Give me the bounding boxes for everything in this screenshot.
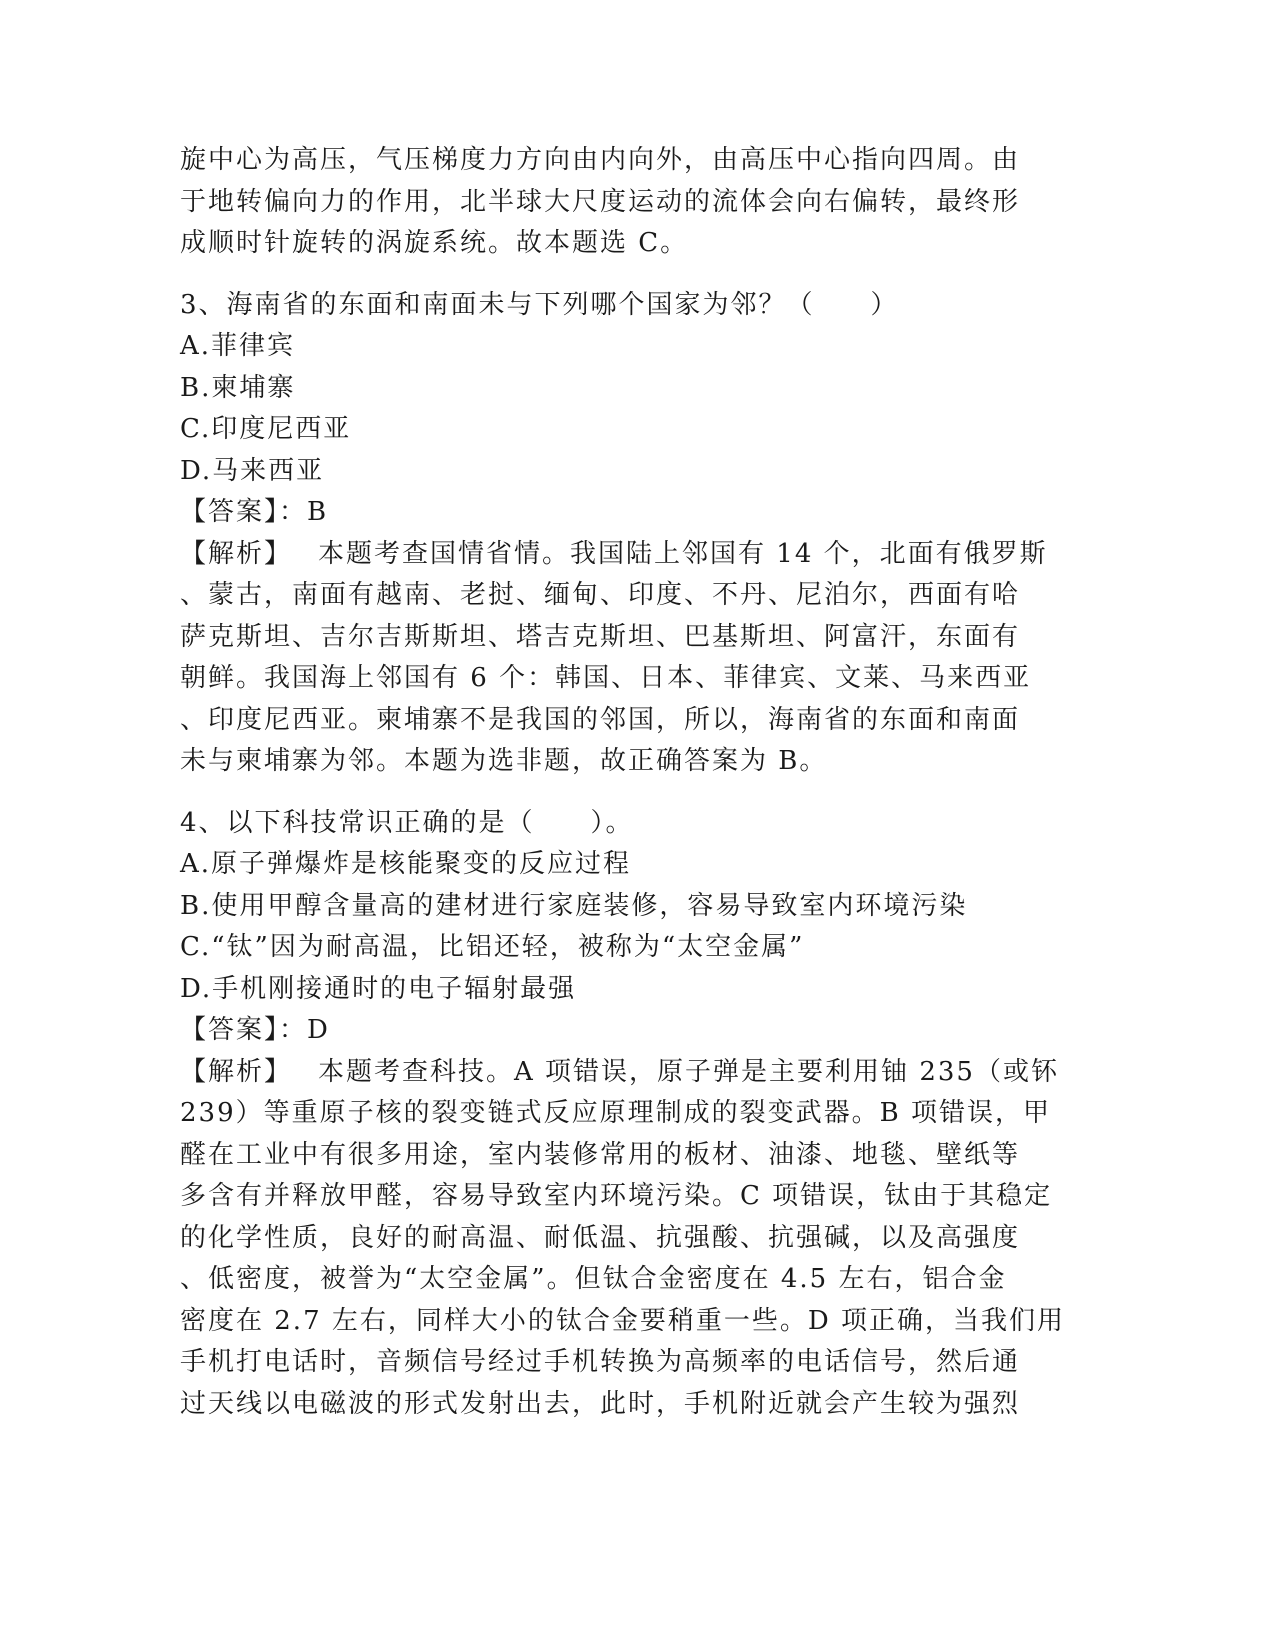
analysis-first-line [180,534,1048,576]
option-c: C.“钛”因为耐高温，比铝还轻，被称为“太空金属” [180,932,805,962]
analysis-line: 、蒙古，南面有越南、老挝、缅甸、印度、不丹、尼泊尔，西面有哈 [180,580,1021,610]
analysis-line: 多含有并释放甲醛，容易导致室内环境污染。C 项错误，钛由于其稳定 [180,1181,1053,1211]
analysis-line: 、低密度，被誉为“太空金属”。但钛合金密度在 4.5 左右，铝合金 [180,1264,1007,1294]
analysis-line: 密度在 2.7 左右，同样大小的钛合金要稍重一些。D 项正确，当我们用 [180,1305,1065,1336]
answer-value: D [307,1015,330,1045]
option-c: C.印度尼西亚 [180,414,352,444]
answer-line [180,1010,1040,1052]
question-4 [180,803,1065,1426]
analysis-text: 本题考查国情省情。我国陆上邻国有 14 个，北面有俄罗斯 [318,538,1048,569]
text-line: 成顺时针旋转的涡旋系统。故本题选 C。 [180,228,689,258]
continuation-text [180,140,1040,265]
text-line: 于地转偏向力的作用，北半球大尺度运动的流体会向右偏转，最终形 [180,186,1021,217]
analysis-line: 手机打电话时，音频信号经过手机转换为高频率的电话信号，然后通 [180,1347,1021,1377]
analysis-line: 的化学性质，良好的耐高温、耐低温、抗强酸、抗强碱，以及高强度 [180,1222,1021,1253]
answer-line [180,492,1040,534]
question-text: 4、以下科技常识正确的是（ ）。 [180,807,634,838]
document-page [180,140,1065,1425]
analysis-line: 萨克斯坦、吉尔吉斯斯坦、塔吉克斯坦、巴基斯坦、阿富汗，东面有 [180,621,1021,652]
answer-value: B [307,497,329,527]
option-d: D.马来西亚 [180,455,325,486]
analysis-line: 、印度尼西亚。柬埔寨不是我国的邻国，所以，海南省的东面和南面 [180,704,1021,735]
option-a: A.菲律宾 [180,331,296,361]
analysis-line: 朝鲜。我国海上邻国有 6 个：韩国、日本、菲律宾、文莱、马来西亚 [180,663,1032,693]
analysis-label: 【解析】 [180,1056,293,1087]
analysis-line: 未与柬埔寨为邻。本题为选非题，故正确答案为 B。 [180,746,828,776]
question-3 [180,285,1048,783]
analysis-line: 过天线以电磁波的形式发射出去，此时，手机附近就会产生较为强烈 [180,1388,1021,1419]
question-text: 3、海南省的东面和南面未与下列哪个国家为邻？（ ） [180,289,899,320]
option-b: B.使用甲醇含量高的建材进行家庭装修，容易导致室内环境污染 [180,890,968,921]
text-line: 旋中心为高压，气压梯度力方向由内向外，由高压中心指向四周。由 [180,145,1021,175]
answer-label: 【答案】： [180,1015,308,1045]
analysis-text: 本题考查科技。A 项错误，原子弹是主要利用铀 235（或钚 [318,1056,1059,1087]
option-b: B.柬埔寨 [180,372,296,403]
option-a: A.原子弹爆炸是核能聚变的反应过程 [180,849,632,879]
answer-label: 【答案】： [180,497,308,527]
analysis-line: 239）等重原子核的裂变链式反应原理制成的裂变武器。B 项错误，甲 [180,1098,1051,1128]
analysis-first-line [180,1052,1059,1094]
analysis-label: 【解析】 [180,538,293,569]
analysis-line: 醛在工业中有很多用途，室内装修常用的板材、油漆、地毯、壁纸等 [180,1139,1021,1170]
option-d: D.手机刚接通时的电子辐射最强 [180,973,577,1004]
